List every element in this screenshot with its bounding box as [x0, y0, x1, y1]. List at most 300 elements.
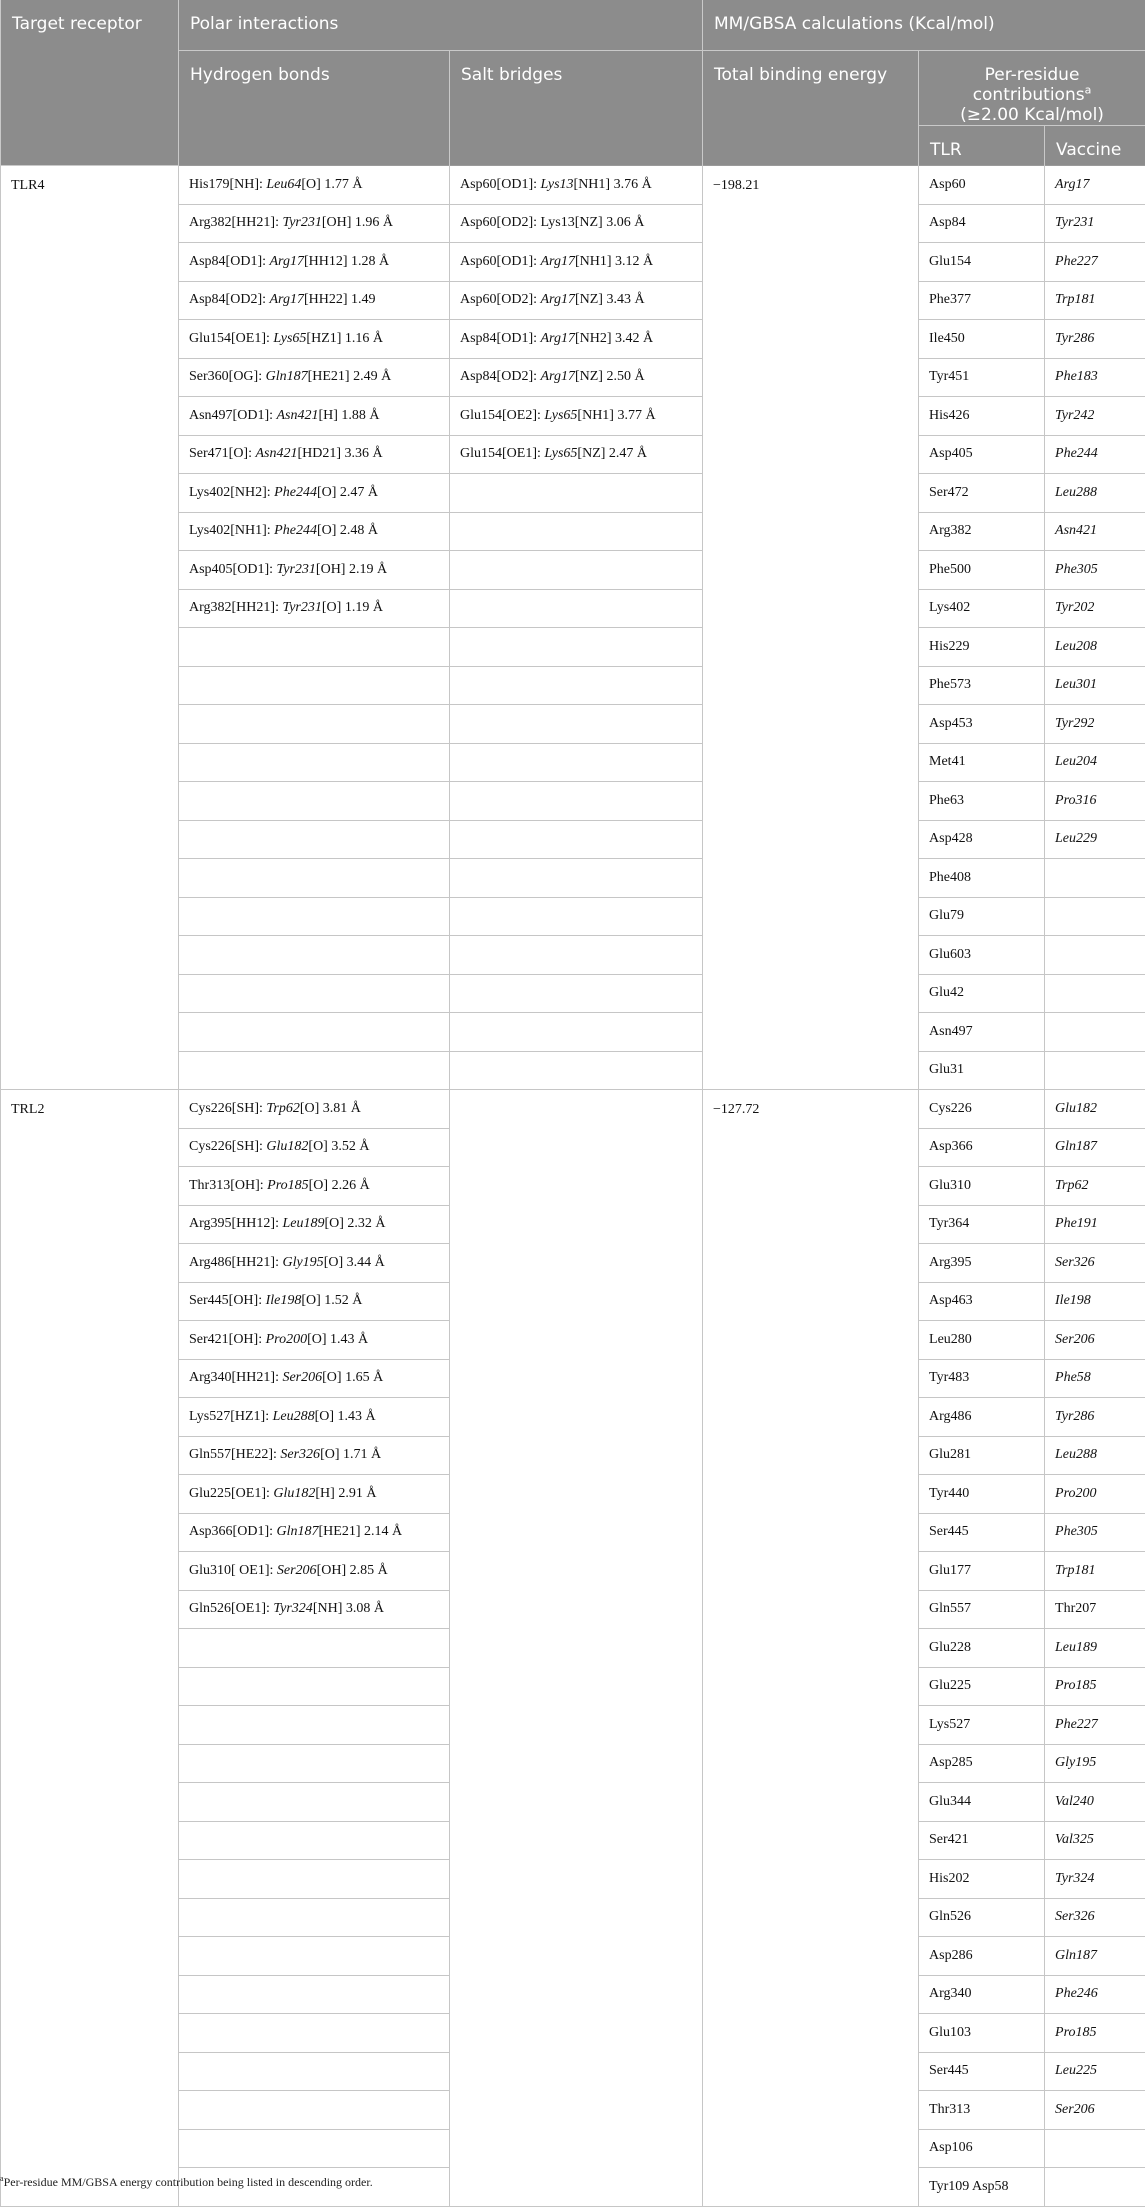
bond-vaccine-residue: Glu182: [273, 1486, 315, 1501]
bond-vaccine-residue: Ser206: [277, 1563, 317, 1578]
cell-hydrogen-bond: [179, 782, 450, 821]
cell-tlr-residue: Lys527: [919, 1706, 1045, 1745]
vaccine-residue-text: Leu189: [1055, 1640, 1097, 1655]
cell-hydrogen-bond: [179, 1321, 450, 1360]
cell-hydrogen-bond: [179, 435, 450, 474]
bond-vaccine-residue: Pro185: [267, 1178, 308, 1193]
cell-vaccine-residue: [1045, 1629, 1145, 1668]
cell-tlr-residue: Glu103: [919, 2014, 1045, 2053]
bond-donor: Gln526[OE1]:: [189, 1601, 273, 1616]
cell-hydrogen-bond: [179, 1359, 450, 1398]
bond-detail: [O] 1.65 Å: [322, 1370, 383, 1385]
vaccine-residue-text: Val240: [1055, 1794, 1094, 1809]
cell-hydrogen-bond: [179, 243, 450, 282]
cell-vaccine-residue: [1045, 1167, 1145, 1206]
cell-tlr-residue: Asp286: [919, 1937, 1045, 1976]
cell-salt-bridge: [450, 166, 703, 205]
cell-hydrogen-bond: [179, 705, 450, 744]
bond-detail: [O] 2.32 Å: [324, 1216, 385, 1231]
cell-hydrogen-bond: [179, 1128, 450, 1167]
cell-vaccine-residue: [1045, 1244, 1145, 1283]
cell-hydrogen-bond: [179, 166, 450, 205]
cell-tlr-residue: Glu177: [919, 1552, 1045, 1591]
cell-hydrogen-bond: [179, 1590, 450, 1629]
cell-hydrogen-bond: [179, 204, 450, 243]
header-total-binding-energy: Total binding energy: [703, 51, 919, 166]
vaccine-residue-text: Phe305: [1055, 1524, 1098, 1539]
vaccine-residue-text: Pro185: [1055, 1678, 1096, 1693]
vaccine-residue-text: Leu204: [1055, 754, 1097, 769]
vaccine-residue-text: Phe227: [1055, 254, 1098, 269]
cell-tlr-residue: Ile450: [919, 320, 1045, 359]
bond-vaccine-residue: Ser326: [280, 1447, 320, 1462]
cell-target-receptor: TLR4: [1, 166, 179, 1090]
bond-donor: Cys226[SH]:: [189, 1139, 266, 1154]
cell-vaccine-residue: [1045, 1436, 1145, 1475]
cell-tlr-residue: Gln557: [919, 1590, 1045, 1629]
bond-detail: [NZ] 2.50 Å: [575, 369, 645, 384]
cell-tlr-residue: Thr313: [919, 2091, 1045, 2130]
cell-hydrogen-bond: [179, 281, 450, 320]
bond-detail: [O] 3.44 Å: [324, 1255, 385, 1270]
bond-vaccine-residue: Ile198: [266, 1293, 302, 1308]
cell-salt-bridge-empty: [450, 1090, 703, 2207]
bond-detail: [O] 3.52 Å: [308, 1139, 369, 1154]
bond-vaccine-residue: Asn421: [256, 446, 298, 461]
bond-donor: Asp60[OD2]:: [460, 215, 541, 230]
cell-hydrogen-bond: [179, 1744, 450, 1783]
cell-vaccine-residue: [1045, 936, 1145, 975]
vaccine-residue-text: Pro316: [1055, 793, 1096, 808]
bond-detail: [O] 1.19 Å: [322, 600, 383, 615]
cell-vaccine-residue: [1045, 1821, 1145, 1860]
bond-vaccine-residue: Phe244: [274, 523, 317, 538]
cell-salt-bridge: [450, 820, 703, 859]
bond-vaccine-residue: Tyr231: [277, 562, 316, 577]
cell-tlr-residue: His229: [919, 628, 1045, 667]
cell-hydrogen-bond: [179, 1667, 450, 1706]
cell-vaccine-residue: [1045, 281, 1145, 320]
header-salt-bridges: Salt bridges: [450, 51, 703, 166]
cell-hydrogen-bond: [179, 2052, 450, 2091]
header-mmgbsa: MM/GBSA calculations (Kcal/mol): [703, 0, 1145, 51]
header-per-residue-line2: contributions: [973, 85, 1085, 105]
bond-vaccine-residue: Gly195: [282, 1255, 323, 1270]
bond-donor: Lys402[NH1]:: [189, 523, 274, 538]
cell-tlr-residue: Asn497: [919, 1013, 1045, 1052]
cell-vaccine-residue: [1045, 1282, 1145, 1321]
cell-tlr-residue: Arg486: [919, 1398, 1045, 1437]
bond-donor: Asp405[OD1]:: [189, 562, 277, 577]
bond-donor: Cys226[SH]:: [189, 1101, 266, 1116]
bond-vaccine-residue: Arg17: [541, 292, 575, 307]
bond-vaccine-residue: Arg17: [270, 292, 304, 307]
cell-vaccine-residue: [1045, 1667, 1145, 1706]
cell-vaccine-residue: [1045, 1090, 1145, 1129]
cell-salt-bridge: [450, 281, 703, 320]
bond-vaccine-residue: Arg17: [541, 369, 575, 384]
cell-tlr-residue: Glu225: [919, 1667, 1045, 1706]
cell-tlr-residue: His426: [919, 397, 1045, 436]
cell-tlr-residue: Glu603: [919, 936, 1045, 975]
bond-vaccine-residue: Lys13: [541, 177, 574, 192]
cell-salt-bridge: [450, 397, 703, 436]
cell-hydrogen-bond: [179, 512, 450, 551]
cell-hydrogen-bond: [179, 666, 450, 705]
bond-donor: Arg395[HH12]:: [189, 1216, 282, 1231]
header-per-residue-line3: (≥2.00 Kcal/mol): [960, 105, 1104, 125]
vaccine-residue-text: Trp181: [1055, 292, 1095, 307]
cell-tlr-residue: Ser421: [919, 1821, 1045, 1860]
bond-detail: [O] 1.43 Å: [307, 1332, 368, 1347]
vaccine-residue-text: Pro200: [1055, 1486, 1096, 1501]
cell-tlr-residue: Glu154: [919, 243, 1045, 282]
vaccine-residue-text: Leu288: [1055, 485, 1097, 500]
cell-hydrogen-bond: [179, 1552, 450, 1591]
bond-detail: [NH2] 3.42 Å: [575, 331, 653, 346]
vaccine-residue-text: Pro185: [1055, 2025, 1096, 2040]
cell-hydrogen-bond: [179, 1051, 450, 1090]
cell-hydrogen-bond: [179, 589, 450, 628]
bond-detail: [O] 1.52 Å: [301, 1293, 362, 1308]
bond-detail: [NZ] 3.43 Å: [575, 292, 645, 307]
vaccine-residue-text: Arg17: [1055, 177, 1089, 192]
cell-hydrogen-bond: [179, 474, 450, 513]
cell-salt-bridge: [450, 358, 703, 397]
bond-vaccine-residue: Leu189: [282, 1216, 324, 1231]
cell-hydrogen-bond: [179, 1783, 450, 1822]
cell-hydrogen-bond: [179, 1513, 450, 1552]
cell-hydrogen-bond: [179, 1975, 450, 2014]
cell-vaccine-residue: [1045, 897, 1145, 936]
cell-hydrogen-bond: [179, 936, 450, 975]
bond-vaccine-residue: Lys65: [273, 331, 306, 346]
cell-hydrogen-bond: [179, 743, 450, 782]
vaccine-residue-text: Gln187: [1055, 1139, 1097, 1154]
bond-detail: [NH1] 3.76 Å: [574, 177, 652, 192]
vaccine-residue-text: Tyr292: [1055, 716, 1094, 731]
cell-hydrogen-bond: [179, 2091, 450, 2130]
bond-detail: [OH] 2.85 Å: [317, 1563, 388, 1578]
cell-vaccine-residue: [1045, 1552, 1145, 1591]
bond-detail: [O] 1.43 Å: [315, 1409, 376, 1424]
cell-tlr-residue: Asp84: [919, 204, 1045, 243]
bond-donor: Asp84[OD1]:: [189, 254, 270, 269]
vaccine-residue-text: Leu229: [1055, 831, 1097, 846]
cell-vaccine-residue: [1045, 204, 1145, 243]
cell-tlr-residue: Asp366: [919, 1128, 1045, 1167]
cell-tlr-residue: Tyr483: [919, 1359, 1045, 1398]
bond-detail: [H] 2.91 Å: [315, 1486, 376, 1501]
cell-salt-bridge: [450, 589, 703, 628]
vaccine-residue-text: Ser206: [1055, 1332, 1095, 1347]
cell-tlr-residue: Glu310: [919, 1167, 1045, 1206]
vaccine-residue-text: Gln187: [1055, 1948, 1097, 1963]
cell-salt-bridge: [450, 320, 703, 359]
vaccine-residue-text: Trp181: [1055, 1563, 1095, 1578]
cell-tlr-residue: Arg340: [919, 1975, 1045, 2014]
cell-salt-bridge: [450, 897, 703, 936]
bond-donor: Lys402[NH2]:: [189, 485, 274, 500]
cell-vaccine-residue: [1045, 358, 1145, 397]
header-target-receptor: Target receptor: [1, 0, 179, 166]
cell-tlr-residue: Glu281: [919, 1436, 1045, 1475]
cell-vaccine-residue: [1045, 435, 1145, 474]
cell-tlr-residue: Met41: [919, 743, 1045, 782]
bond-vaccine-residue: Pro200: [266, 1332, 307, 1347]
cell-tlr-residue: Phe573: [919, 666, 1045, 705]
cell-hydrogen-bond: [179, 397, 450, 436]
bond-donor: Asp84[OD2]:: [460, 369, 541, 384]
bond-donor: Arg382[HH21]:: [189, 215, 282, 230]
bond-vaccine-residue: Lys65: [544, 408, 577, 423]
bond-donor: His179[NH]:: [189, 177, 266, 192]
cell-tlr-residue: Phe500: [919, 551, 1045, 590]
cell-tlr-residue: Phe63: [919, 782, 1045, 821]
vaccine-residue-text: Phe305: [1055, 562, 1098, 577]
header-hydrogen-bonds: Hydrogen bonds: [179, 51, 450, 166]
bond-vaccine-residue: Gln187: [266, 369, 308, 384]
vaccine-residue-text: Phe183: [1055, 369, 1098, 384]
header-polar-interactions: Polar interactions: [179, 0, 703, 51]
bond-donor: Glu154[OE2]:: [460, 408, 544, 423]
cell-target-receptor: TRL2: [1, 1090, 179, 2207]
bond-donor: Asp84[OD2]:: [189, 292, 270, 307]
cell-tlr-residue: Ser445: [919, 2052, 1045, 2091]
bond-detail: [O] 2.47 Å: [317, 485, 378, 500]
cell-vaccine-residue: [1045, 474, 1145, 513]
cell-tlr-residue: Asp60: [919, 166, 1045, 205]
cell-salt-bridge: [450, 666, 703, 705]
header-vaccine: Vaccine: [1045, 126, 1145, 166]
vaccine-residue-text: Gly195: [1055, 1755, 1096, 1770]
cell-tlr-residue: Gln526: [919, 1898, 1045, 1937]
cell-tlr-residue: Glu31: [919, 1051, 1045, 1090]
bond-donor: Lys527[HZ1]:: [189, 1409, 273, 1424]
cell-vaccine-residue: [1045, 1128, 1145, 1167]
vaccine-residue-text: Leu208: [1055, 639, 1097, 654]
bond-vaccine-residue: Trp62: [266, 1101, 299, 1116]
header-per-residue-footnote-mark: a: [1085, 83, 1092, 96]
cell-tlr-residue: Glu42: [919, 974, 1045, 1013]
cell-vaccine-residue: [1045, 1590, 1145, 1629]
cell-hydrogen-bond: [179, 1860, 450, 1899]
table-row: [1, 1090, 1145, 1129]
bond-donor: Ser421[OH]:: [189, 1332, 266, 1347]
cell-vaccine-residue: [1045, 782, 1145, 821]
cell-tlr-residue: Ser445: [919, 1513, 1045, 1552]
cell-vaccine-residue: [1045, 1051, 1145, 1090]
cell-tlr-residue: Tyr109 Asp58: [919, 2168, 1045, 2207]
cell-tlr-residue: Tyr440: [919, 1475, 1045, 1514]
header-per-residue-line1: Per-residue: [985, 65, 1080, 85]
cell-tlr-residue: Asp428: [919, 820, 1045, 859]
cell-hydrogen-bond: [179, 2129, 450, 2168]
cell-hydrogen-bond: [179, 1244, 450, 1283]
bond-donor: Glu310[ OE1]:: [189, 1563, 277, 1578]
bond-vaccine-residue: Asn421: [277, 408, 319, 423]
bond-detail: [H] 1.88 Å: [319, 408, 380, 423]
vaccine-residue-text: Thr207: [1055, 1601, 1096, 1616]
cell-vaccine-residue: [1045, 2168, 1145, 2207]
bond-donor: Glu154[OE1]:: [460, 446, 544, 461]
cell-vaccine-residue: [1045, 1783, 1145, 1822]
bond-donor: Arg382[HH21]:: [189, 600, 282, 615]
bond-vaccine-residue: Arg17: [541, 254, 575, 269]
bond-detail: [HE21] 2.14 Å: [319, 1524, 403, 1539]
vaccine-residue-text: Tyr286: [1055, 331, 1094, 346]
cell-hydrogen-bond: [179, 897, 450, 936]
cell-vaccine-residue: [1045, 1205, 1145, 1244]
cell-tlr-residue: Leu280: [919, 1321, 1045, 1360]
cell-tlr-residue: Glu79: [919, 897, 1045, 936]
cell-hydrogen-bond: [179, 1282, 450, 1321]
vaccine-residue-text: Tyr286: [1055, 1409, 1094, 1424]
cell-hydrogen-bond: [179, 820, 450, 859]
cell-vaccine-residue: [1045, 1706, 1145, 1745]
bond-detail: [O] 1.71 Å: [320, 1447, 381, 1462]
cell-hydrogen-bond: [179, 1937, 450, 1976]
cell-vaccine-residue: [1045, 2091, 1145, 2130]
cell-tlr-residue: Asp453: [919, 705, 1045, 744]
cell-salt-bridge: [450, 936, 703, 975]
bond-donor: Asp60[OD1]:: [460, 177, 541, 192]
cell-vaccine-residue: [1045, 1398, 1145, 1437]
bond-vaccine-residue: Tyr324: [273, 1601, 312, 1616]
cell-hydrogen-bond: [179, 974, 450, 1013]
bond-detail: [O] 2.48 Å: [317, 523, 378, 538]
cell-vaccine-residue: [1045, 666, 1145, 705]
cell-salt-bridge: [450, 1051, 703, 1090]
cell-vaccine-residue: [1045, 397, 1145, 436]
cell-hydrogen-bond: [179, 1821, 450, 1860]
cell-tlr-residue: Asp285: [919, 1744, 1045, 1783]
vaccine-residue-text: Ser326: [1055, 1909, 1095, 1924]
cell-hydrogen-bond: [179, 1629, 450, 1668]
cell-vaccine-residue: [1045, 820, 1145, 859]
vaccine-residue-text: Ile198: [1055, 1293, 1091, 1308]
cell-salt-bridge: [450, 435, 703, 474]
cell-hydrogen-bond: [179, 1398, 450, 1437]
vaccine-residue-text: Tyr202: [1055, 600, 1094, 615]
bond-donor: Arg340[HH21]:: [189, 1370, 282, 1385]
bond-donor: Ser360[OG]:: [189, 369, 266, 384]
cell-vaccine-residue: [1045, 1975, 1145, 2014]
cell-vaccine-residue: [1045, 1475, 1145, 1514]
cell-vaccine-residue: [1045, 1359, 1145, 1398]
header-per-residue: [919, 51, 1145, 126]
bond-donor: Arg486[HH21]:: [189, 1255, 282, 1270]
bond-donor: Asp84[OD1]:: [460, 331, 541, 346]
vaccine-residue-text: Leu301: [1055, 677, 1097, 692]
cell-hydrogen-bond: [179, 1475, 450, 1514]
cell-hydrogen-bond: [179, 1706, 450, 1745]
bond-donor: Thr313[OH]:: [189, 1178, 267, 1193]
footnote-text: Per-residue MM/GBSA energy contribution being listed in descending order.: [4, 2175, 373, 2189]
bond-donor: Ser471[O]:: [189, 446, 256, 461]
table-row: [1, 166, 1145, 205]
cell-vaccine-residue: [1045, 1937, 1145, 1976]
vaccine-residue-text: Asn421: [1055, 523, 1097, 538]
cell-salt-bridge: [450, 705, 703, 744]
cell-vaccine-residue: [1045, 551, 1145, 590]
cell-tlr-residue: Tyr364: [919, 1205, 1045, 1244]
cell-hydrogen-bond: [179, 1436, 450, 1475]
cell-tlr-residue: Lys402: [919, 589, 1045, 628]
cell-total-binding-energy: −198.21: [703, 166, 919, 1090]
vaccine-residue-text: Leu225: [1055, 2063, 1097, 2078]
cell-vaccine-residue: [1045, 166, 1145, 205]
vaccine-residue-text: Trp62: [1055, 1178, 1088, 1193]
bond-vaccine-residue: Leu288: [273, 1409, 315, 1424]
cell-tlr-residue: Glu344: [919, 1783, 1045, 1822]
cell-vaccine-residue: [1045, 320, 1145, 359]
cell-tlr-residue: Asp106: [919, 2129, 1045, 2168]
bond-vaccine-residue: Ser206: [282, 1370, 322, 1385]
cell-vaccine-residue: [1045, 1321, 1145, 1360]
vaccine-residue-text: Ser326: [1055, 1255, 1095, 1270]
cell-tlr-residue: Cys226: [919, 1090, 1045, 1129]
bond-detail: [HD21] 3.36 Å: [298, 446, 383, 461]
cell-salt-bridge: [450, 474, 703, 513]
cell-hydrogen-bond: [179, 859, 450, 898]
bond-detail: [HZ1] 1.16 Å: [306, 331, 383, 346]
cell-salt-bridge: [450, 1013, 703, 1052]
footnote-mark: a: [0, 2174, 4, 2183]
cell-vaccine-residue: [1045, 705, 1145, 744]
bond-vaccine-residue: Tyr231: [282, 215, 321, 230]
cell-vaccine-residue: [1045, 1898, 1145, 1937]
cell-salt-bridge: [450, 512, 703, 551]
cell-salt-bridge: [450, 974, 703, 1013]
bond-vaccine-residue: Phe244: [274, 485, 317, 500]
bond-detail: [O] 3.81 Å: [300, 1101, 361, 1116]
bond-donor: Glu154[OE1]:: [189, 331, 273, 346]
bond-donor: Gln557[HE22]:: [189, 1447, 280, 1462]
vaccine-residue-text: Phe58: [1055, 1370, 1091, 1385]
footnote: [0, 2175, 373, 2189]
bond-donor: Asp60[OD1]:: [460, 254, 541, 269]
cell-hydrogen-bond: [179, 551, 450, 590]
cell-hydrogen-bond: [179, 1898, 450, 1937]
cell-vaccine-residue: [1045, 743, 1145, 782]
vaccine-residue-text: Tyr324: [1055, 1871, 1094, 1886]
bond-detail: [NZ] 2.47 Å: [577, 446, 647, 461]
bond-vaccine-residue: Glu182: [266, 1139, 308, 1154]
cell-vaccine-residue: [1045, 2014, 1145, 2053]
vaccine-residue-text: Phe191: [1055, 1216, 1098, 1231]
cell-hydrogen-bond: [179, 1090, 450, 1129]
cell-vaccine-residue: [1045, 2052, 1145, 2091]
vaccine-residue-text: Tyr242: [1055, 408, 1094, 423]
cell-hydrogen-bond: [179, 1205, 450, 1244]
cell-vaccine-residue: [1045, 628, 1145, 667]
bond-donor: Ser445[OH]:: [189, 1293, 266, 1308]
vaccine-residue-text: Phe244: [1055, 446, 1098, 461]
cell-vaccine-residue: [1045, 1860, 1145, 1899]
cell-vaccine-residue: [1045, 1513, 1145, 1552]
bond-detail: [NH1] 3.12 Å: [575, 254, 653, 269]
bond-vaccine-residue: Arg17: [541, 331, 575, 346]
bond-detail: [NH1] 3.77 Å: [577, 408, 655, 423]
cell-salt-bridge: [450, 243, 703, 282]
cell-salt-bridge: [450, 628, 703, 667]
cell-salt-bridge: [450, 551, 703, 590]
cell-salt-bridge: [450, 204, 703, 243]
vaccine-residue-text: Ser206: [1055, 2102, 1095, 2117]
cell-tlr-residue: His202: [919, 1860, 1045, 1899]
bond-vaccine-residue: Tyr231: [282, 600, 321, 615]
